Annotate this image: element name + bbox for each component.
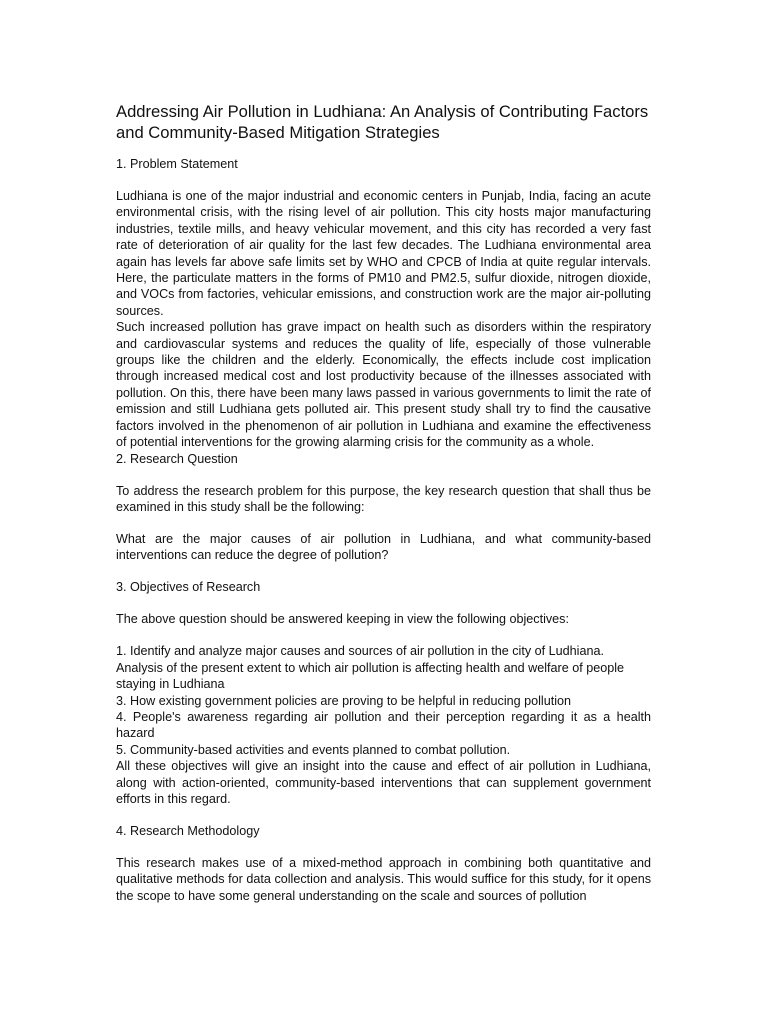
problem-statement-paragraph-2: Such increased pollution has grave impact on health such as disorders within the respiratory and cardiovascular systems and reduces the quality of life, especially of those vulnerable groups like the children and the elderly. Economically, the effects include cost implication through increased medical cost and lost productivity because of the illnesses associated with pollution. On this, there have been many laws passed in various governments to limit the rate of emission and still Ludhiana gets polluted air. This present study shall try to find the causative factors involved in the phenomenon of air pollution in Ludhiana and examine the effectiveness of potential interventions for the growing alarming crisis for the community as a whole. [116,320,651,450]
objectives-closing: All these objectives will give an insight into the cause and effect of air pollution in Ludhiana, along with action-oriented, community-based interventions that can supplement government efforts in this regard. [116,759,651,806]
document-title: Addressing Air Pollution in Ludhiana: An Analysis of Contributing Factors and Community-Based Mitigation Strategies [116,102,649,142]
research-question-paragraph-1: To address the research problem for this purpose, the key research question that shall thus be examined in this study shall be the following: [116,483,651,514]
objective-item-4: 4. People's awareness regarding air pollution and their perception regarding it as a health hazard [116,709,651,741]
section-heading-objectives: 3. Objectives of Research [116,580,261,595]
document-page [116,101,651,904]
research-question-paragraph-2: What are the major causes of air pollution in Ludhiana, and what community-based interventions can reduce the degree of pollution? [116,531,651,563]
objective-item-3: 3. How existing government policies are proving to be helpful in reducing pollution [116,693,572,708]
objective-item-1: 1. Identify and analyze major causes and sources of air pollution in the city of Ludhiana. [116,644,604,659]
objective-item-2: Analysis of the present extent to which air pollution is affecting health and welfare of people staying in Ludhiana [116,660,625,692]
section-heading-research-question: 2. Research Question [116,451,238,466]
objective-item-5: 5. Community-based activities and events planned to combat pollution. [116,742,511,757]
objectives-intro: The above question should be answered keeping in view the following objectives: [116,612,569,627]
section-heading-problem-statement: 1. Problem Statement [116,157,238,171]
methodology-paragraph-1: This research makes use of a mixed-method approach in combining both quantitative and qualitative methods for data collection and analysis. This would suffice for this study, for it opens the scope to have some general understanding on the scale and sources of pollution [116,855,651,903]
section-heading-methodology: 4. Research Methodology [116,823,260,838]
problem-statement-paragraph-1: Ludhiana is one of the major industrial and economic centers in Punjab, India, facing an acute environmental crisis, with the rising level of air pollution. This city hosts major manufacturing industries, textile mills, and heavy vehicular movement, and this city has recorded a very fast rate of deterioration of air quality for the last few decades. The Ludhiana environmental area again has levels far above safe limits set by WHO and CPCB of India at quite regular intervals. Here, the particulate matters in the forms of PM10 and PM2.5, sulfur dioxide, nitrogen dioxide, and VOCs from factories, vehicular emissions, and construction work are the major air-polluting sources. [116,189,651,318]
